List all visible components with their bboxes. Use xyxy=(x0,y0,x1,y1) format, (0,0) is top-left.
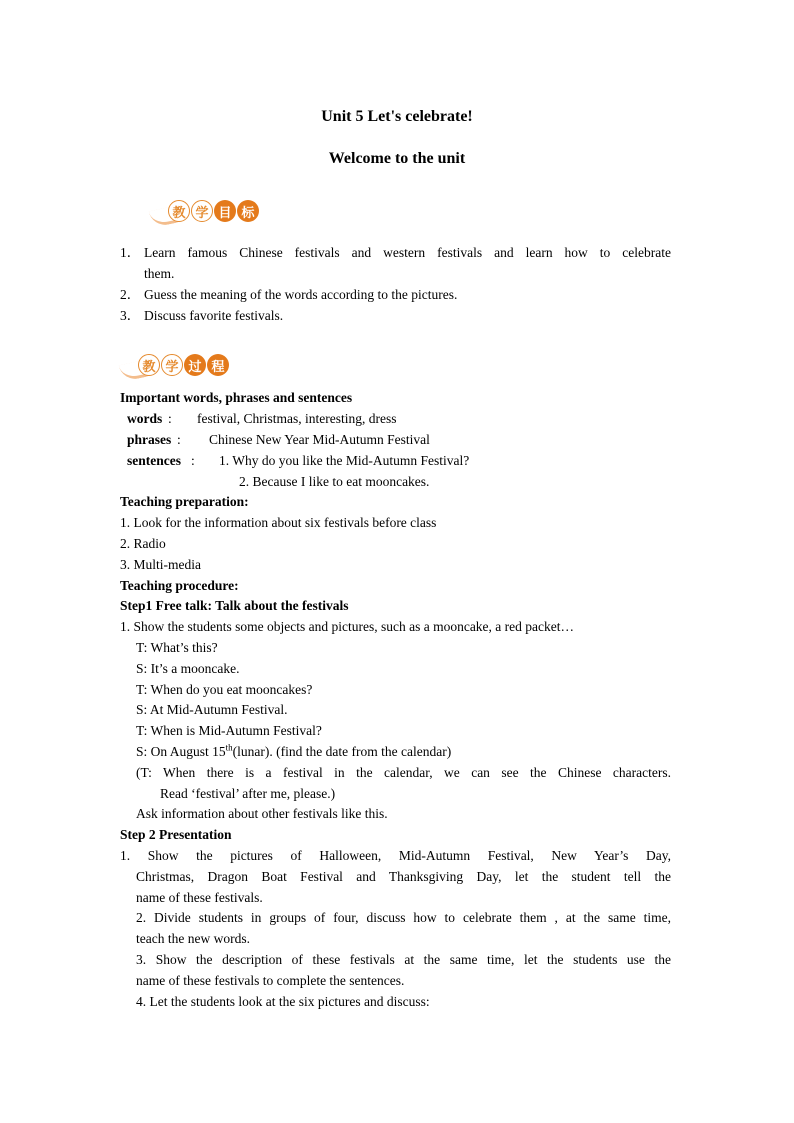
phrases-label: phrases xyxy=(127,432,172,447)
badge-char: 过 xyxy=(184,354,206,376)
sentences-colon: : xyxy=(191,453,195,468)
dialogue-line: T: What’s this? xyxy=(136,640,218,655)
step2-line: name of these festivals. xyxy=(136,890,263,905)
step2-line: name of these festivals to complete the sentences. xyxy=(136,973,405,988)
goal-text: them. xyxy=(144,266,175,281)
unit-subtitle: Welcome to the unit xyxy=(328,150,466,167)
words-colon: : xyxy=(168,411,172,426)
badge-char: 学 xyxy=(161,354,183,376)
badge-char: 目 xyxy=(214,200,236,222)
step2-line: teach the new words. xyxy=(136,931,250,946)
sentence-2: 2. Because I like to eat mooncakes. xyxy=(239,474,430,489)
date-text: S: On August 15 xyxy=(136,744,226,759)
important-heading: Important words, phrases and sentences xyxy=(120,390,353,405)
goal-number: 2． xyxy=(120,287,141,302)
prep-item: 1. Look for the information about six festivals before class xyxy=(120,515,437,530)
badge-char: 学 xyxy=(191,200,213,222)
badge-char: 程 xyxy=(207,354,229,376)
date-superscript: th xyxy=(225,742,233,753)
step2-line: 2. Divide students in groups of four, discuss how to celebrate them , at the same time, xyxy=(136,910,671,925)
date-note: (lunar). (find the date from the calendar) xyxy=(232,744,452,759)
unit-title: Unit 5 Let's celebrate! xyxy=(321,108,473,125)
step2-line: 4. Let the students look at the six pictures and discuss: xyxy=(136,994,430,1009)
step2-heading: Step 2 Presentation xyxy=(120,827,232,842)
prep-item: 2. Radio xyxy=(120,536,166,551)
teacher-note: (T: When there is a festival in the calendar, we can see the Chinese characters. xyxy=(136,765,671,780)
badge-char: 教 xyxy=(168,200,190,222)
sentence-1: 1. Why do you like the Mid-Autumn Festival? xyxy=(219,453,470,468)
procedure-heading: Teaching procedure: xyxy=(120,578,239,593)
badge-char: 教 xyxy=(138,354,160,376)
dialogue-line: S: At Mid-Autumn Festival. xyxy=(136,702,288,717)
dialogue-line: T: When do you eat mooncakes? xyxy=(136,682,313,697)
dialogue-line: S: It’s a mooncake. xyxy=(136,661,240,676)
goal-text: Discuss favorite festivals. xyxy=(144,308,284,323)
phrases-colon: : xyxy=(177,432,181,447)
goal-text: Guess the meaning of the words according to the pictures. xyxy=(144,287,458,302)
words-value: festival, Christmas, interesting, dress xyxy=(197,411,397,426)
prep-heading: Teaching preparation: xyxy=(120,494,249,509)
goal-text: Learn famous Chinese festivals and western festivals and learn how to celebrate xyxy=(144,245,671,260)
dialogue-line: T: When is Mid-Autumn Festival? xyxy=(136,723,322,738)
teacher-note: Read ‘festival’ after me, please.) xyxy=(160,786,336,801)
goal-number: 3． xyxy=(120,308,141,323)
step2-line: 3. Show the description of these festivals at the same time, let the students use the xyxy=(136,952,671,967)
step2-line: Christmas, Dragon Boat Festival and Thanksgiving Day, let the student tell the xyxy=(136,869,671,884)
ask-info: Ask information about other festivals like this. xyxy=(136,806,388,821)
dialogue-date-line xyxy=(136,742,451,762)
badge-char: 标 xyxy=(237,200,259,222)
sentences-label: sentences xyxy=(127,453,181,468)
phrases-value: Chinese New Year Mid-Autumn Festival xyxy=(209,432,430,447)
step2-line: 1. Show the pictures of Halloween, Mid-Autumn Festival, New Year’s Day, xyxy=(120,848,671,863)
words-label: words xyxy=(127,411,163,426)
goal-number: 1． xyxy=(120,245,141,260)
step1-heading: Step1 Free talk: Talk about the festivals xyxy=(120,598,349,613)
prep-item: 3. Multi-media xyxy=(120,557,201,572)
step1-intro: 1. Show the students some objects and pictures, such as a mooncake, a red packet… xyxy=(120,619,575,634)
